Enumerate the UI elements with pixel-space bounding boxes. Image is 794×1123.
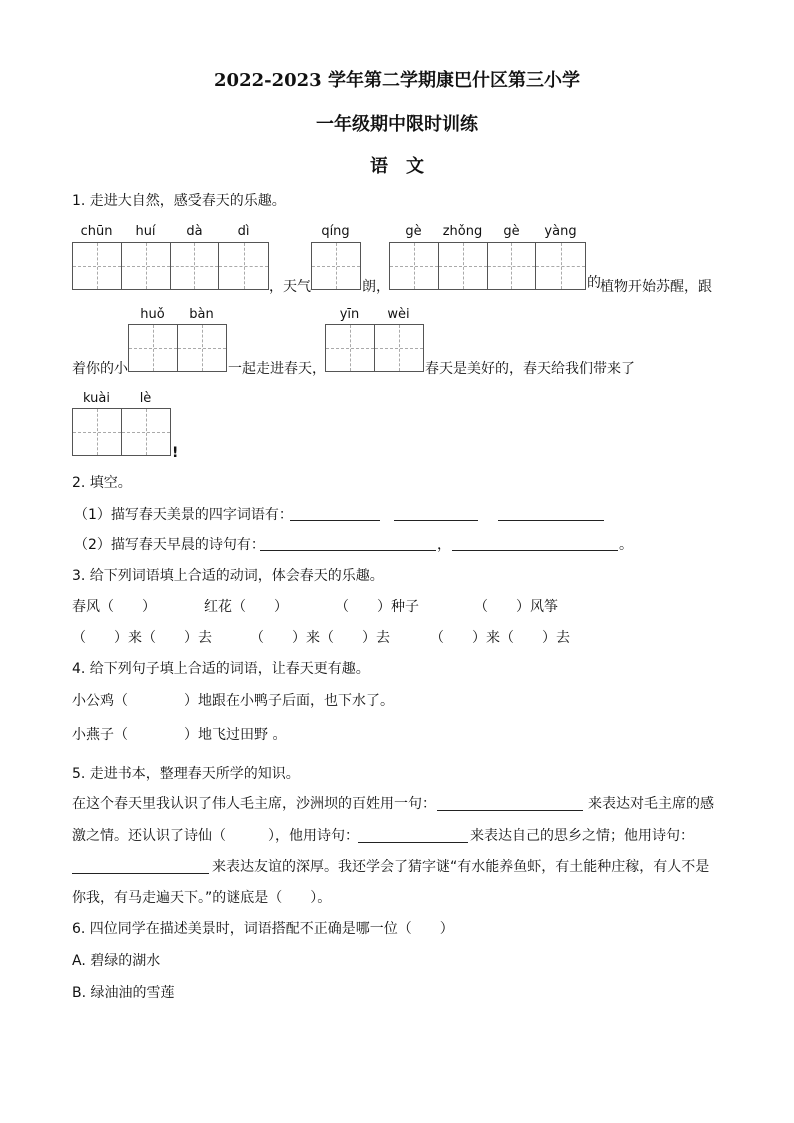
text-tianqi: ，天气 [269, 279, 311, 295]
pinyin-wei: wèi [387, 307, 410, 322]
q1-prompt: 1. 走进大自然，感受春天的乐趣。 [72, 193, 286, 209]
grid-cell[interactable] [326, 325, 375, 371]
q4-line1: 小公鸡（ ）地跟在小鸭子后面，也下水了。 [72, 693, 394, 709]
text-exclamation: ! [172, 445, 179, 461]
grid-cell[interactable] [536, 243, 585, 289]
q3-item: 春风（ ） [72, 599, 156, 615]
tianzige-huoban[interactable] [128, 324, 227, 372]
q3-item: （ ）风筝 [474, 599, 558, 615]
q2-comma: ， [437, 537, 451, 553]
q2-item2: （2）描写春天早晨的诗句有： [74, 537, 265, 553]
grid-cell[interactable] [312, 243, 360, 289]
pinyin-ge2: gè [503, 224, 520, 239]
text-lang: 朗， [362, 279, 390, 295]
tianzige-qing[interactable] [311, 242, 361, 290]
text-yiqi: 一起走进春天， [228, 361, 326, 377]
grid-cell[interactable] [178, 325, 227, 371]
grid-cell[interactable] [171, 243, 220, 289]
tianzige-chunhuidadi[interactable] [72, 242, 269, 290]
q5-line1b: 来表达对毛主席的感 [588, 796, 714, 812]
tianzige-yinwei[interactable] [325, 324, 424, 372]
pinyin-le: lè [139, 391, 152, 406]
q6-prompt: 6. 四位同学在描述美景时，词语搭配不正确是哪一位（ ） [72, 921, 454, 937]
q2-period: 。 [619, 537, 633, 553]
pinyin-yin: yīn [339, 307, 360, 322]
q4-line2: 小燕子（ ）地飞过田野 。 [72, 727, 287, 743]
tianzige-gezhonggeyang[interactable] [389, 242, 586, 290]
blank-line[interactable] [358, 842, 468, 843]
exam-title-line1: 2022-2023 学年第二学期康巴什区第三小学 [214, 70, 580, 91]
q5-line1a: 在这个春天里我认识了伟人毛主席，沙洲坝的百姓用一句： [72, 796, 436, 812]
pinyin-hui: huí [135, 224, 156, 239]
q5-prompt: 5. 走进书本，整理春天所学的知识。 [72, 766, 300, 782]
q6-option-b[interactable]: B. 绿油油的雪莲 [72, 985, 175, 1001]
grid-cell[interactable] [375, 325, 424, 371]
q2-prompt: 2. 填空。 [72, 475, 132, 491]
blank-line[interactable] [437, 810, 583, 811]
q5-line2a: 激之情。还认识了诗仙（ ），他用诗句： [72, 828, 359, 844]
pinyin-di: dì [237, 224, 250, 239]
grid-cell[interactable] [219, 243, 268, 289]
q3-item: （ ）来（ ）去 [72, 630, 212, 646]
pinyin-qing: qíng [321, 224, 350, 239]
blank-line[interactable] [452, 550, 618, 551]
pinyin-zhong: zhǒng [442, 224, 483, 239]
blank-line[interactable] [72, 873, 209, 874]
grid-cell[interactable] [390, 243, 439, 289]
pinyin-da: dà [186, 224, 203, 239]
pinyin-chun: chūn [80, 224, 113, 239]
q3-item: （ ）来（ ）去 [250, 630, 390, 646]
grid-cell[interactable] [122, 409, 171, 455]
text-zhiwu: 植物开始苏醒，跟 [600, 279, 712, 295]
pinyin-huo: huǒ [140, 307, 165, 322]
q2-item1: （1）描写春天美景的四字词语有： [74, 507, 293, 523]
q5-line4: 你我，有马走遍天下。”的谜底是（ ）。 [72, 890, 332, 906]
exam-title-line2: 一年级期中限时训练 [316, 114, 478, 135]
pinyin-kuai: kuài [83, 391, 110, 406]
blank-line[interactable] [290, 520, 380, 521]
q3-item: 红花（ ） [204, 599, 288, 615]
q6-option-a[interactable]: A. 碧绿的湖水 [72, 953, 161, 969]
blank-line[interactable] [498, 520, 604, 521]
q4-prompt: 4. 给下列句子填上合适的词语，让春天更有趣。 [72, 661, 370, 677]
text-chuntian: 春天是美好的，春天给我们带来了 [425, 361, 635, 377]
pinyin-ge1: gè [405, 224, 422, 239]
q3-prompt: 3. 给下列词语填上合适的动词，体会春天的乐趣。 [72, 568, 384, 584]
grid-cell[interactable] [129, 325, 178, 371]
q3-item: （ ）来（ ）去 [430, 630, 570, 646]
q5-line2b: 来表达自己的思乡之情；他用诗句： [470, 828, 694, 844]
grid-cell[interactable] [488, 243, 537, 289]
pinyin-ban: bàn [189, 307, 214, 322]
blank-line[interactable] [394, 520, 478, 521]
grid-cell[interactable] [122, 243, 171, 289]
tianzige-kuaile[interactable] [72, 408, 171, 456]
q5-line3: 来表达友谊的深厚。我还学会了猜字谜“有水能养鱼虾，有土能种庄稼，有人不是 [212, 859, 710, 875]
pinyin-yang: yàng [544, 224, 577, 239]
grid-cell[interactable] [439, 243, 488, 289]
text-zhe-ni-de-xiao: 着你的小 [72, 361, 128, 377]
q3-item: （ ）种子 [335, 599, 419, 615]
text-de: 的 [587, 275, 601, 291]
blank-line[interactable] [260, 550, 436, 551]
grid-cell[interactable] [73, 409, 122, 455]
subject-title: 语 文 [370, 156, 424, 177]
grid-cell[interactable] [73, 243, 122, 289]
